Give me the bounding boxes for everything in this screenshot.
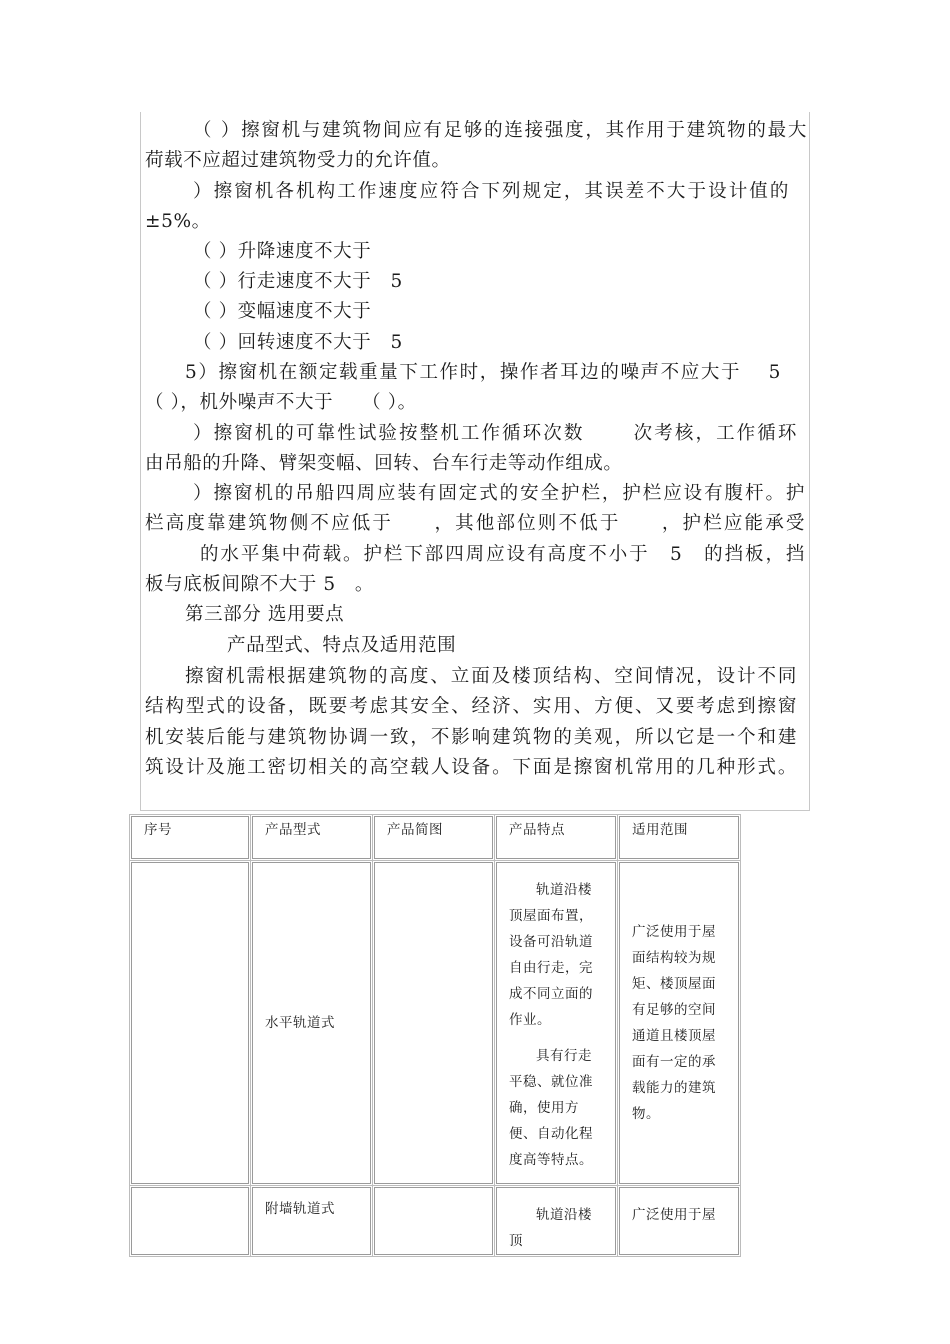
header-cell: 产品简图 [374,816,493,859]
cell-figure [374,862,493,1184]
text-line: ）擦窗机各机构工作速度应符合下列规定，其误差不大于设计值的 [193,181,789,202]
text-line: 栏高度靠建筑物侧不应低于 ，其他部位则不低于 ，护栏应能承受 [145,513,805,534]
text-line: 机安装后能与建筑物协调一致，不影响建筑物的美观，所以它是一个和建 [145,727,797,748]
cell-figure [374,1187,493,1255]
text-line: 板与底板间隙不大于 5 。 [145,574,374,595]
product-table [128,813,742,1258]
features-paragraph: 轨道沿楼顶 [509,1207,592,1249]
table-header-row [131,816,739,859]
cell-scope: 广泛使用于屋面结构较为规矩、楼顶屋面有足够的空间通道且楼顶屋面有一定的承载能力的建筑物。 [619,862,739,1184]
text-line: （ ）行走速度不大于 5 [193,271,403,292]
features-paragraph: 具有行走平稳、就位准确，使用方便、自动化程度高等特点。 [509,1048,593,1168]
text-line: 的水平集中荷载。护栏下部四周应设有高度不小于 5 的挡板，挡 [200,544,805,565]
text-line: 擦窗机需根据建筑物的高度、立面及楼顶结构、空间情况，设计不同 [185,666,797,687]
text-line: （ ）擦窗机与建筑物间应有足够的连接强度，其作用于建筑物的最大 [193,120,807,141]
text-line: 荷载不应超过建筑物受力的允许值。 [145,150,451,171]
text-line: （ ）升降速度不大于 [193,241,372,262]
text-line: （ ）回转速度不大于 5 [193,332,403,353]
text-line: ）擦窗机的可靠性试验按整机工作循环次数 次考核，工作循环 [193,423,797,444]
table-row [131,1187,739,1255]
header-cell: 产品型式 [252,816,371,859]
cell-features [496,862,616,1184]
header-cell: 序号 [131,816,249,859]
cell-type: 附墙轨道式 [252,1187,371,1255]
cell-no [131,862,249,1184]
table-row [131,862,739,1184]
cell-no [131,1187,249,1255]
cell-features [496,1187,616,1255]
text-line: ±5%。 [145,211,211,232]
text-line: （ ）变幅速度不大于 [193,301,372,322]
header-cell: 产品特点 [496,816,616,859]
cell-type: 水平轨道式 [252,862,371,1184]
text-line: 结构型式的设备，既要考虑其安全、经济、实用、方便、又要考虑到擦窗 [145,696,797,717]
text-line: 筑设计及施工密切相关的高空载人设备。下面是擦窗机常用的几种形式。 [145,757,797,778]
text-line: 由吊船的升降、臂架变幅、回转、台车行走等动作组成。 [145,453,623,474]
text-line: ）擦窗机的吊船四周应装有固定式的安全护栏，护栏应设有腹杆。护 [193,483,805,504]
section-heading: 第三部分 选用要点 [185,604,345,625]
cell-scope: 广泛使用于屋 [619,1187,739,1255]
text-line: 5）擦窗机在额定载重量下工作时，操作者耳边的噪声不应大于 5 [185,362,781,383]
header-cell: 适用范围 [619,816,739,859]
features-paragraph: 轨道沿楼顶屋面布置，设备可沿轨道自由行走，完成不同立面的作业。 [509,882,593,1028]
subsection-heading: 产品型式、特点及适用范围 [227,635,457,656]
text-line: （ ），机外噪声不大于 （ ）。 [145,392,417,413]
